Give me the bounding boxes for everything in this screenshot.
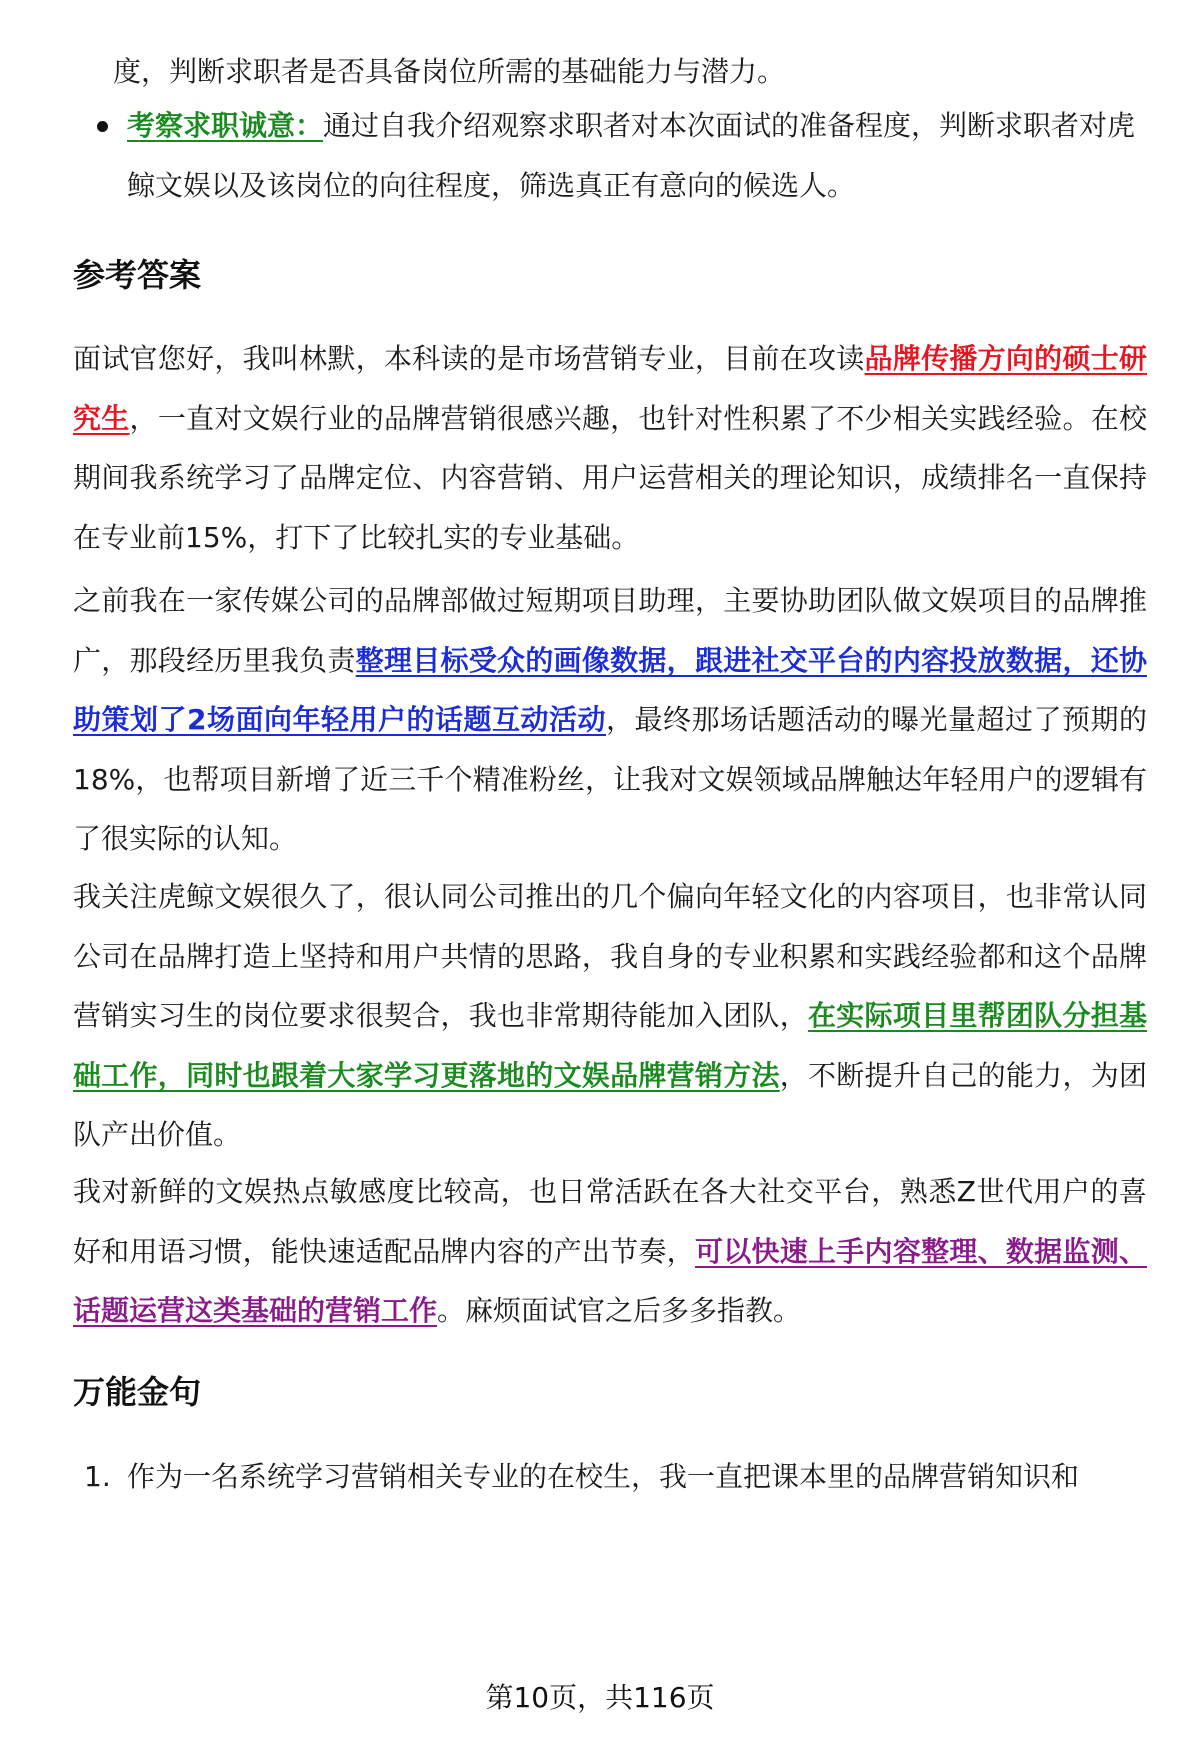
section-heading-golden-sentences: 万能金句 — [73, 1373, 202, 1411]
page-footer: 第10页，共116页 — [485, 1681, 715, 1714]
bullet-label: 考察求职诚意： — [127, 109, 324, 142]
section-heading-reference-answer: 参考答案 — [73, 256, 202, 294]
bullet-item-sincerity — [127, 96, 1147, 215]
p3-text-after: ，不断提升自己的能力，为团队产出价值。 — [73, 1058, 1147, 1151]
answer-paragraph-3 — [73, 867, 1147, 1165]
p3-text-before: 我关注虎鲸文娱很久了，很认同公司推出的几个偏向年轻文化的内容项目，也非常认同公司在品牌打造上坚持和用户共情的思路，我自身的专业积累和实践经验都和这个品牌营销实习生的岗位要求很契合，我也非常期待能加入团队， — [73, 880, 1147, 1032]
golden-sentence-item-1 — [127, 1447, 1147, 1507]
p2-text-before: 之前我在一家传媒公司的品牌部做过短期项目助理，主要协助团队做文娱项目的品牌推广，那段经历里我负责 — [73, 584, 1147, 677]
p3-highlight: 在实际项目里帮团队分担基础工作，同时也跟着大家学习更落地的文娱品牌营销方法 — [73, 999, 1147, 1092]
answer-paragraph-4 — [73, 1162, 1147, 1341]
golden-item-1-text: 作为一名系统学习营销相关专业的在校生，我一直把课本里的品牌营销知识和 — [127, 1460, 1080, 1493]
p4-text-before: 我对新鲜的文娱热点敏感度比较高，也日常活跃在各大社交平台，熟悉Z世代用户的喜好和用语习惯，能快速适配品牌内容的产出节奏， — [73, 1175, 1147, 1268]
bullet-dot-icon — [97, 121, 108, 132]
p4-highlight: 可以快速上手内容整理、数据监测、话题运营这类基础的营销工作 — [73, 1234, 1147, 1327]
p2-text-after: ，最终那场话题活动的曝光量超过了预期的18%，也帮项目新增了近三千个精准粉丝，让我对文娱领域品牌触达年轻用户的逻辑有了很实际的认知。 — [73, 703, 1147, 855]
p1-highlight: 品牌传播方向的硕士研究生 — [73, 342, 1147, 435]
p2-highlight: 整理目标受众的画像数据，跟进社交平台的内容投放数据，还协助策划了2场面向年轻用户的话题互动活动 — [73, 643, 1147, 736]
continued-text: 度，判断求职者是否具备岗位所需的基础能力与潜力。 — [113, 55, 786, 88]
bullet-text: 通过自我介绍观察求职者对本次面试的准备程度，判断求职者对虎鲸文娱以及该岗位的向往程度，筛选真正有意向的候选人。 — [127, 109, 1136, 202]
p1-text-before: 面试官您好，我叫林默，本科读的是市场营销专业，目前在攻读 — [73, 342, 865, 375]
answer-paragraph-2 — [73, 571, 1147, 869]
list-number: 1. — [84, 1460, 111, 1493]
p1-text-after: ，一直对文娱行业的品牌营销很感兴趣，也针对性积累了不少相关实践经验。在校期间我系统学习了品牌定位、内容营销、用户运营相关的理论知识，成绩排名一直保持在专业前15%，打下了比较扎实的专业基础。 — [73, 401, 1147, 554]
p4-text-after: 。麻烦面试官之后多多指教。 — [437, 1294, 802, 1327]
answer-paragraph-1 — [73, 329, 1147, 567]
continued-paragraph — [113, 42, 1147, 102]
